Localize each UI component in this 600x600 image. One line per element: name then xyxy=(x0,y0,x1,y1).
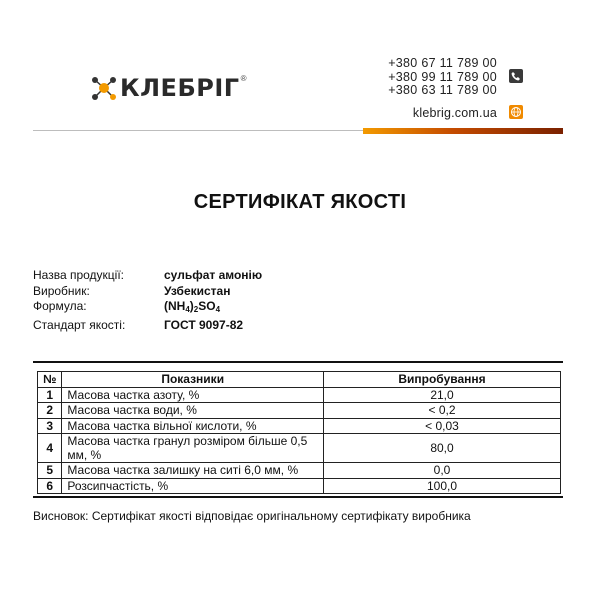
formula-value xyxy=(164,299,220,318)
info-row-standard xyxy=(33,318,262,334)
formula-part: SO xyxy=(198,299,216,313)
formula-subscript: 2 xyxy=(193,305,199,314)
specs-table xyxy=(37,371,561,494)
table-row xyxy=(38,403,561,419)
info-row-formula xyxy=(33,299,262,318)
phone-list xyxy=(388,57,497,98)
standard-label: Стандарт якості: xyxy=(33,317,126,332)
table-header-row xyxy=(38,372,561,388)
row-value: 0,0 xyxy=(324,463,561,479)
table-row xyxy=(38,478,561,494)
row-number: 2 xyxy=(38,403,62,419)
header-indicator: Показники xyxy=(62,372,324,388)
info-row-product xyxy=(33,268,262,284)
row-value: 100,0 xyxy=(324,478,561,494)
logo-text: КЛЕБРІГ xyxy=(120,74,240,102)
document-title: СЕРТИФІКАТ ЯКОСТІ xyxy=(193,191,407,213)
row-number: 1 xyxy=(38,387,62,403)
molecule-logo-icon xyxy=(90,74,118,102)
phone-number[interactable]: +380 67 11 789 00 xyxy=(388,56,497,70)
row-number: 5 xyxy=(38,463,62,479)
header-accent-bar xyxy=(363,128,563,134)
row-indicator: Масова частка гранул розміром більше 0,5 мм, % xyxy=(62,434,324,463)
row-value: < 0,03 xyxy=(324,418,561,434)
phone-number[interactable]: +380 63 11 789 00 xyxy=(388,83,497,97)
row-indicator: Розсипчастість, % xyxy=(62,478,324,494)
company-logo xyxy=(90,74,246,102)
row-number: 3 xyxy=(38,418,62,434)
info-row-maker xyxy=(33,284,262,300)
product-value: сульфат амонію xyxy=(164,268,263,282)
row-number: 4 xyxy=(38,434,62,463)
row-indicator: Масова частка залишку на ситі 6,0 мм, % xyxy=(62,463,324,479)
product-info xyxy=(33,268,262,333)
phone-number[interactable]: +380 99 11 789 00 xyxy=(388,69,497,84)
formula-part: ) xyxy=(189,299,194,313)
formula-subscript: 4 xyxy=(215,305,221,314)
table-row xyxy=(38,434,561,463)
table-row xyxy=(38,387,561,403)
row-number: 6 xyxy=(38,478,62,494)
table-row xyxy=(38,463,561,479)
row-value: 21,0 xyxy=(324,387,561,403)
row-indicator: Масова частка води, % xyxy=(62,403,324,419)
maker-label: Виробник: xyxy=(33,283,90,298)
formula-label: Формула: xyxy=(33,299,87,313)
table-row xyxy=(38,418,561,434)
formula-subscript: 4 xyxy=(185,305,190,314)
header-test: Випробування xyxy=(324,372,561,388)
conclusion-text: Висновок: Сертифікат якості відповідає оригінальному сертифікату виробника xyxy=(33,509,471,523)
standard-value: ГОСТ 9097-82 xyxy=(164,317,244,332)
globe-icon xyxy=(509,105,523,119)
row-indicator: Масова частка вільної кислоти, % xyxy=(62,418,324,434)
header-number: № xyxy=(38,372,62,388)
phone-icon xyxy=(509,69,523,83)
table-bottom-rule xyxy=(33,496,563,498)
row-indicator: Масова частка азоту, % xyxy=(62,387,324,403)
product-label: Назва продукції: xyxy=(33,268,124,282)
maker-value: Узбекистан xyxy=(164,283,231,298)
table-top-rule xyxy=(33,361,563,363)
website-link[interactable]: klebrig.com.ua xyxy=(412,106,497,120)
registered-mark: ® xyxy=(240,73,247,83)
formula-part: (NH xyxy=(164,299,186,313)
row-value: < 0,2 xyxy=(324,403,561,419)
row-value: 80,0 xyxy=(324,434,561,463)
